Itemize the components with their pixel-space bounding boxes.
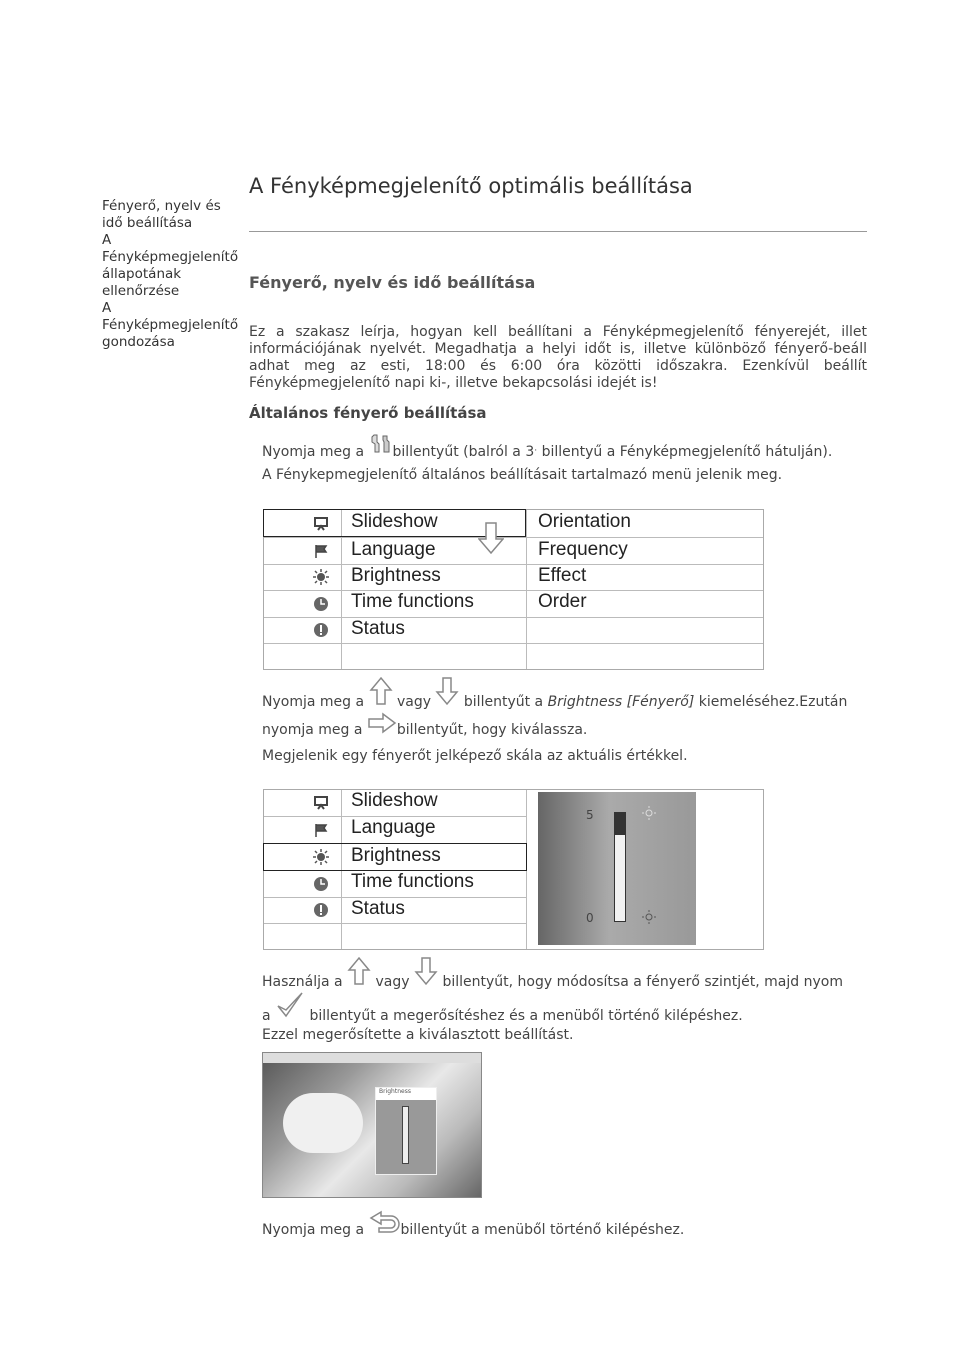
step2-line2: nyomja meg a billentyűt, hogy kiválassza.: [262, 712, 587, 738]
menu-row-line: [264, 643, 763, 670]
step1-line2: A Fénykepmegjelenítő általános beállításait tartalmazó menü jelenik meg.: [262, 467, 783, 483]
section-title: Fényerő, nyelv és idő beállítása: [249, 273, 536, 292]
divider: [249, 231, 867, 232]
submenu-item-orientation: Orientation: [538, 511, 631, 532]
frame-top-bar: [263, 1053, 481, 1063]
intro-line: információjának nyelvét. Megadhatja a helyi időt is, illetve különböző fényerő-beáll: [249, 341, 867, 357]
submenu-item-effect: Effect: [538, 565, 587, 586]
arrow-right-icon: [367, 712, 397, 738]
arrow-down-icon: [435, 676, 459, 710]
subsection-title: Általános fényerő beállítása: [249, 404, 487, 422]
arrow-up-icon: [347, 956, 371, 990]
step4-line: Nyomja meg a billentyűt a menüből történő kilépéshez.: [262, 1210, 684, 1238]
slideshow-icon: [313, 516, 329, 532]
intro-line: adhat meg az esti, 18:00 és 6:00 óra közötti időszakra. Ezenkívül beállít: [249, 358, 867, 374]
arrow-up-icon: [369, 676, 393, 710]
menu-row-line: [264, 590, 763, 617]
step3-line1: Használja a vagy billentyűt, hogy módosítsa a fényerő szintjét, majd nyom: [262, 956, 867, 990]
menu-item-status: Status: [351, 898, 405, 919]
scale-max-label: 5: [586, 808, 594, 822]
scale-min-label: 0: [586, 911, 594, 925]
brightness-sun-icon: [313, 849, 329, 865]
menu-item-language: Language: [351, 817, 436, 838]
menu-row-line: [264, 923, 526, 950]
sidebar-link-care[interactable]: A Fényképmegjelenítő gondozása: [102, 300, 239, 350]
intro-line: Fényképmegjelenítő napi ki-, illetve bekapcsolási idejét is!: [249, 375, 658, 391]
brightness-scale-panel: [538, 792, 696, 945]
menu-row-line: [264, 617, 763, 644]
brightness-overlay: [375, 1087, 437, 1175]
settings-menu-screenshot: [263, 509, 764, 670]
menu-item-status: Status: [351, 618, 405, 639]
submenu-item-order: Order: [538, 591, 587, 612]
menu-item-time-functions: Time functions: [351, 591, 474, 612]
intro-paragraph: [249, 324, 867, 392]
brightness-sun-icon: [313, 569, 329, 585]
sidebar-nav: [102, 198, 242, 351]
back-arrow-icon: [369, 1210, 401, 1238]
sidebar-link-brightness[interactable]: Fényerő, nyelv és idő beállítása: [102, 198, 221, 231]
checkmark-icon: [275, 990, 305, 1024]
menu-item-brightness: Brightness: [351, 845, 441, 866]
sun-min-icon: [642, 910, 656, 924]
menu-item-time-functions: Time functions: [351, 871, 474, 892]
menu-row-line: [264, 537, 763, 564]
step2-line3: Megjelenik egy fényerőt jelképező skála az aktuális értékkel.: [262, 748, 688, 764]
menu-item-slideshow: Slideshow: [351, 790, 438, 811]
step2-line1: Nyomja meg a vagy billentyűt a Brightness [Fényerő] kiemeléséhez.Ezután: [262, 676, 847, 710]
status-info-icon: [313, 902, 329, 918]
cat-photo: [283, 1093, 363, 1153]
status-info-icon: [313, 622, 329, 638]
brightness-menu-screenshot: [263, 789, 764, 950]
sun-max-icon: [642, 806, 656, 820]
menu-item-brightness: Brightness: [351, 565, 441, 586]
menu-row-line: [264, 564, 763, 591]
step1-line1: Nyomja meg a billentyűt (balról a 3. billentyű a Fényképmegjelenítő hátulján).: [262, 432, 832, 460]
step3-line2: a billentyűt a megerősítéshez és a menüből történő kilépéshez.: [262, 990, 743, 1024]
photo-frame-screenshot: [262, 1052, 482, 1198]
overlay-scale: [402, 1106, 409, 1164]
menu-item-slideshow: Slideshow: [351, 511, 438, 532]
brightness-scale-track: [614, 812, 626, 922]
overlay-title: Brightness: [376, 1088, 436, 1100]
language-flag-icon: [313, 543, 329, 559]
menu-item-language: Language: [351, 539, 436, 560]
arrow-down-icon: [478, 522, 504, 554]
settings-tools-icon: [369, 432, 393, 460]
intro-line: Ez a szakasz leírja, hogyan kell beállítani a Fényképmegjelenítő fényerejét, illet: [249, 324, 867, 340]
clock-icon: [313, 876, 329, 892]
step3-line3: Ezzel megerősítette a kiválasztott beállítást.: [262, 1027, 574, 1043]
language-flag-icon: [313, 822, 329, 838]
slideshow-icon: [313, 795, 329, 811]
arrow-down-icon: [414, 956, 438, 990]
brightness-scale-fill: [615, 813, 625, 835]
clock-icon: [313, 596, 329, 612]
page-title: A Fényképmegjelenítő optimális beállítása: [249, 174, 693, 198]
sidebar-link-status[interactable]: A Fényképmegjelenítő állapotának ellenőrzése: [102, 232, 239, 299]
submenu-item-frequency: Frequency: [538, 539, 628, 560]
